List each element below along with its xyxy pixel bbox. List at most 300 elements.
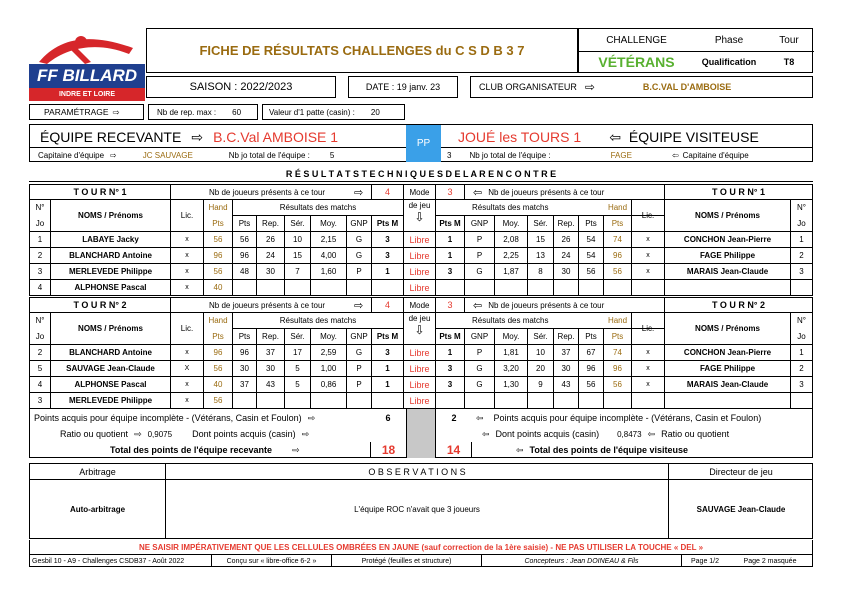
away-row-ptsm: 1 bbox=[436, 345, 465, 361]
params-label: PARAMÉTRAGE bbox=[44, 107, 109, 117]
patte-box bbox=[262, 104, 405, 120]
away-total-row bbox=[476, 442, 816, 458]
home-row-rep: 37 bbox=[257, 345, 285, 361]
home-row-pts: 56 bbox=[233, 232, 257, 248]
home-row-hand: 40 bbox=[204, 377, 233, 393]
away-present-label: Nb de joueurs présents à ce tour bbox=[488, 187, 605, 197]
arrow-left-icon: ⇦ bbox=[647, 428, 656, 439]
summary-divider bbox=[406, 409, 436, 458]
col-moy-header-away: Moy. bbox=[495, 216, 528, 232]
arrow-right-icon: ⇨ bbox=[112, 106, 120, 117]
away-row-gnp: P bbox=[465, 345, 495, 361]
home-row-hand: 40 bbox=[204, 280, 233, 296]
phase-label: Phase bbox=[714, 34, 744, 46]
col-no-header-away bbox=[791, 313, 813, 345]
home-row-hand: 96 bbox=[204, 345, 233, 361]
away-row-hand bbox=[604, 393, 632, 409]
home-row-mode: Libre bbox=[404, 377, 436, 393]
away-row-ser bbox=[528, 280, 554, 296]
away-row-lic bbox=[632, 280, 665, 296]
away-row-ptsm: 1 bbox=[436, 232, 465, 248]
away-team-label: ÉQUIPE VISITEUSE bbox=[628, 129, 759, 145]
home-row-gnp: G bbox=[347, 248, 372, 264]
mode-dejeu-label: de jeu bbox=[408, 314, 431, 323]
away-row-name: FAGE Philippe bbox=[665, 361, 791, 377]
col-ser-header: Sér. bbox=[285, 216, 311, 232]
home-row-mode: Libre bbox=[404, 393, 436, 409]
away-row-ptsm: 3 bbox=[436, 361, 465, 377]
col-moy-header: Moy. bbox=[311, 329, 347, 345]
home-row-pts: 30 bbox=[233, 361, 257, 377]
away-row-pts bbox=[579, 280, 604, 296]
col-lic-header-away: Lic. bbox=[632, 313, 665, 345]
home-total-points: 18 bbox=[370, 442, 406, 458]
home-row-gnp bbox=[347, 393, 372, 409]
col-pts-header: Pts bbox=[233, 216, 257, 232]
col-moy-header-away: Moy. bbox=[495, 329, 528, 345]
away-row-hand: 56 bbox=[604, 264, 632, 280]
col-hand-header-away bbox=[604, 200, 632, 232]
observations-label: O B S E R V A T I O N S bbox=[166, 464, 668, 480]
home-row-mode: Libre bbox=[404, 361, 436, 377]
home-row-mode: Libre bbox=[404, 248, 436, 264]
away-incomplete-value: 2 bbox=[451, 413, 457, 423]
col-results-away-label: Résultats des matchs bbox=[472, 316, 549, 325]
away-row-pts bbox=[579, 393, 604, 409]
away-row-lic: x bbox=[632, 377, 665, 393]
arrow-right-icon: ⇨ bbox=[134, 428, 142, 439]
home-row-ptsm: 3 bbox=[372, 248, 404, 264]
home-row-ser: 5 bbox=[285, 377, 311, 393]
away-row-hand: 74 bbox=[604, 232, 632, 248]
home-row-moy: 2,59 bbox=[311, 345, 347, 361]
col-pts-header: Pts bbox=[233, 329, 257, 345]
home-casin-label: Dont points acquis (casin) bbox=[192, 429, 296, 439]
away-row-moy: 1,81 bbox=[495, 345, 528, 361]
away-row-name bbox=[665, 393, 791, 409]
mode-header: Mode bbox=[404, 297, 436, 313]
away-row-rep: 30 bbox=[554, 361, 579, 377]
home-total-points-label: Total des points de l'équipe recevante bbox=[110, 445, 273, 455]
home-row-lic: X bbox=[171, 361, 204, 377]
credit-libreoffice: Conçu sur « libre-office 6-2 » bbox=[212, 555, 332, 567]
home-row-hand: 56 bbox=[204, 232, 233, 248]
col-lic-header-away: Lic. bbox=[632, 200, 665, 232]
home-row-pts: 96 bbox=[233, 248, 257, 264]
away-team-name: JOUÉ les TOURS 1 bbox=[458, 129, 582, 145]
home-row-ptsm: 1 bbox=[372, 377, 404, 393]
col-ser-header-away: Sér. bbox=[528, 329, 554, 345]
col-hand-header bbox=[204, 200, 233, 232]
rep-max-box bbox=[148, 104, 258, 120]
patte-label: Valeur d'1 patte (casin) : bbox=[269, 107, 355, 117]
away-total-label: Nb jo total de l'équipe : bbox=[469, 150, 551, 160]
away-row-lic: x bbox=[632, 345, 665, 361]
tour-value: T8 bbox=[764, 51, 814, 72]
results-title: R É S U L T A T S T E C H N I Q U E S D E L A R E N C O N T R E bbox=[29, 166, 813, 182]
tour-label-home: T O U R N° 1 bbox=[29, 184, 171, 200]
home-row-no: 1 bbox=[29, 232, 51, 248]
col-results-header: Résultats des matchs bbox=[233, 313, 404, 329]
credit-authors: Concepteurs : Jean DOINEAU & Fils bbox=[482, 555, 682, 567]
away-row-ser bbox=[528, 393, 554, 409]
arrow-right-icon: ⇨ bbox=[354, 300, 364, 312]
home-captain-row bbox=[30, 147, 406, 162]
col-no-header bbox=[29, 313, 51, 345]
arrow-down-icon: ⇩ bbox=[414, 210, 425, 224]
club-field bbox=[470, 76, 813, 98]
away-row-ser: 8 bbox=[528, 264, 554, 280]
home-row-moy bbox=[311, 393, 347, 409]
away-row-lic: x bbox=[632, 361, 665, 377]
col-no-label: N° bbox=[35, 203, 45, 213]
challenge-label: CHALLENGE bbox=[606, 34, 667, 46]
home-team-label: ÉQUIPE RECEVANTE bbox=[40, 129, 182, 145]
mode-dejeu-label: de jeu bbox=[408, 201, 431, 210]
away-row-rep: 30 bbox=[554, 264, 579, 280]
mode-header: Mode bbox=[404, 184, 436, 200]
home-row-rep: 30 bbox=[257, 264, 285, 280]
arrow-right-icon: ⇨ bbox=[191, 128, 204, 145]
col-no-label: N° bbox=[797, 203, 806, 213]
home-row-name: LABAYE Jacky bbox=[51, 232, 171, 248]
home-total-label: Nb jo total de l'équipe : bbox=[228, 150, 310, 160]
home-row-name: BLANCHARD Antoine bbox=[51, 345, 171, 361]
arrow-right-icon: ⇨ bbox=[292, 444, 300, 455]
col-no-label: N° bbox=[797, 316, 806, 326]
home-total-row bbox=[110, 442, 400, 458]
home-row-rep: 24 bbox=[257, 248, 285, 264]
away-row-no bbox=[791, 280, 813, 296]
home-row-no: 4 bbox=[29, 377, 51, 393]
tour-label-away: T O U R N° 2 bbox=[665, 297, 813, 313]
away-row-ptsm bbox=[436, 280, 465, 296]
club-label: CLUB ORGANISATEUR bbox=[479, 82, 577, 92]
col-lic-header: Lic. bbox=[171, 200, 204, 232]
away-row-no bbox=[791, 393, 813, 409]
away-row-lic: x bbox=[632, 264, 665, 280]
home-present-label: Nb de joueurs présents à ce tour bbox=[171, 297, 372, 313]
home-incomplete-value: 6 bbox=[385, 413, 391, 423]
params-label-box bbox=[29, 104, 144, 120]
home-row-lic: x bbox=[171, 232, 204, 248]
footer-block bbox=[29, 463, 813, 539]
away-row-hand: 56 bbox=[604, 377, 632, 393]
home-row-hand: 96 bbox=[204, 248, 233, 264]
home-row-ser: 5 bbox=[285, 361, 311, 377]
home-row-lic: x bbox=[171, 393, 204, 409]
home-row-ser bbox=[285, 280, 311, 296]
col-ser-header: Sér. bbox=[285, 329, 311, 345]
col-rep-header-away: Rep. bbox=[554, 216, 579, 232]
logo-region-text: INDRE ET LOIRE bbox=[58, 91, 115, 98]
away-row-pts: 56 bbox=[579, 377, 604, 393]
phase-value: Qualification bbox=[694, 51, 764, 72]
home-incomplete-label: Points acquis pour équipe incomplète - (Vétérans, Casin et Foulon) bbox=[34, 413, 302, 423]
mode-dejeu-header bbox=[404, 313, 436, 345]
home-row-ptsm: 1 bbox=[372, 361, 404, 377]
away-present-row bbox=[465, 184, 665, 200]
home-row-ser: 10 bbox=[285, 232, 311, 248]
away-row-pts: 67 bbox=[579, 345, 604, 361]
away-row-pts: 54 bbox=[579, 232, 604, 248]
home-row-moy: 4,00 bbox=[311, 248, 347, 264]
away-row-gnp: G bbox=[465, 377, 495, 393]
away-total-points: 14 bbox=[436, 442, 472, 458]
home-present-label: Nb de joueurs présents à ce tour bbox=[171, 184, 372, 200]
away-row-rep bbox=[554, 280, 579, 296]
away-row-name bbox=[665, 280, 791, 296]
home-row-no: 4 bbox=[29, 280, 51, 296]
away-row-name: CONCHON Jean-Pierre bbox=[665, 232, 791, 248]
col-hand-pts-label: Pts bbox=[212, 218, 224, 228]
away-row-hand: 96 bbox=[604, 361, 632, 377]
pp-badge: PP bbox=[406, 125, 441, 162]
away-row-ser: 9 bbox=[528, 377, 554, 393]
col-hand-header-away bbox=[604, 313, 632, 345]
logo-brand-text: FF BILLARD bbox=[36, 66, 138, 85]
home-row-no: 3 bbox=[29, 393, 51, 409]
home-present-value: 4 bbox=[372, 297, 404, 313]
away-row-rep: 26 bbox=[554, 232, 579, 248]
away-row-rep: 43 bbox=[554, 377, 579, 393]
away-row-moy: 2,25 bbox=[495, 248, 528, 264]
away-team-row bbox=[458, 127, 808, 147]
home-row-ptsm: 3 bbox=[372, 345, 404, 361]
home-row-rep: 30 bbox=[257, 361, 285, 377]
home-row-gnp: G bbox=[347, 232, 372, 248]
away-ratio-value: 0,8473 bbox=[617, 429, 642, 439]
home-row-mode: Libre bbox=[404, 280, 436, 296]
away-row-no: 1 bbox=[791, 232, 813, 248]
col-hand-pts-label: Pts bbox=[212, 331, 224, 341]
col-results-away-label: Résultats des matchs bbox=[472, 203, 549, 212]
page-number: Page 1/2 bbox=[690, 557, 720, 565]
date-field: DATE : 19 janv. 23 bbox=[348, 76, 458, 98]
away-row-ser: 15 bbox=[528, 232, 554, 248]
away-row-lic: x bbox=[632, 232, 665, 248]
arrow-left-icon: ⇦ bbox=[482, 428, 490, 439]
arrow-down-icon: ⇩ bbox=[414, 323, 425, 337]
away-present-value: 3 bbox=[436, 297, 465, 313]
directeur-value: SAUVAGE Jean-Claude bbox=[668, 480, 813, 539]
away-row-hand: 96 bbox=[604, 248, 632, 264]
away-row-ptsm: 1 bbox=[436, 248, 465, 264]
away-row-ptsm: 3 bbox=[436, 377, 465, 393]
col-ptsm-header: Pts M bbox=[372, 216, 404, 232]
home-row-mode: Libre bbox=[404, 232, 436, 248]
away-row-no: 1 bbox=[791, 345, 813, 361]
home-row-lic: x bbox=[171, 248, 204, 264]
col-hand-label: Hand bbox=[607, 203, 628, 213]
away-incomplete-row bbox=[476, 410, 816, 426]
col-gnp-header: GNP bbox=[347, 216, 372, 232]
col-jo-label: Jo bbox=[797, 218, 806, 228]
away-ratio-row bbox=[476, 426, 816, 442]
arrow-right-icon: ⇨ bbox=[110, 150, 117, 160]
home-row-ser bbox=[285, 393, 311, 409]
away-row-ptsm bbox=[436, 393, 465, 409]
home-row-name: MERLEVEDE Philippe bbox=[51, 264, 171, 280]
home-row-rep: 26 bbox=[257, 232, 285, 248]
home-row-lic: x bbox=[171, 377, 204, 393]
col-lic-header: Lic. bbox=[171, 313, 204, 345]
col-hand-header bbox=[204, 313, 233, 345]
home-row-ptsm bbox=[372, 280, 404, 296]
away-row-rep: 37 bbox=[554, 345, 579, 361]
home-row-no: 2 bbox=[29, 248, 51, 264]
away-captain-row bbox=[441, 147, 813, 162]
arrow-left-icon: ⇦ bbox=[473, 186, 483, 199]
home-row-lic: x bbox=[171, 345, 204, 361]
arrow-right-icon: ⇨ bbox=[354, 187, 364, 199]
col-hand-label: Hand bbox=[607, 316, 628, 326]
arrow-left-icon: ⇦ bbox=[671, 150, 679, 160]
col-gnp-header-away: GNP bbox=[465, 329, 495, 345]
away-row-gnp bbox=[465, 280, 495, 296]
away-row-lic bbox=[632, 393, 665, 409]
away-casin-label: Dont points acquis (casin) bbox=[495, 429, 600, 439]
home-row-moy bbox=[311, 280, 347, 296]
away-row-moy: 3,20 bbox=[495, 361, 528, 377]
page-hidden-note: Page 2 masquée bbox=[743, 557, 797, 565]
home-row-ptsm: 3 bbox=[372, 232, 404, 248]
col-ptsm-header-away: Pts M bbox=[436, 216, 465, 232]
away-row-pts: 54 bbox=[579, 248, 604, 264]
col-results-header: Résultats des matchs bbox=[233, 200, 404, 216]
home-row-ser: 7 bbox=[285, 264, 311, 280]
arrow-right-icon: ⇨ bbox=[301, 428, 310, 439]
club-value: B.C.VAL D'AMBOISE bbox=[642, 82, 732, 92]
away-captain-value: FAGE bbox=[610, 150, 632, 160]
col-ptsm-header: Pts M bbox=[372, 329, 404, 345]
home-row-hand: 56 bbox=[204, 264, 233, 280]
away-row-no: 3 bbox=[791, 377, 813, 393]
away-row-lic: x bbox=[632, 248, 665, 264]
away-incomplete-label: Points acquis pour équipe incomplète - (Vétérans, Casin et Foulon) bbox=[493, 413, 762, 423]
home-row-rep bbox=[257, 280, 285, 296]
col-moy-header: Moy. bbox=[311, 216, 347, 232]
arbitrage-value: Auto-arbitrage bbox=[30, 480, 166, 539]
tour-label-away: T O U R N° 1 bbox=[665, 184, 813, 200]
away-row-rep: 24 bbox=[554, 248, 579, 264]
away-row-gnp bbox=[465, 393, 495, 409]
away-row-pts: 96 bbox=[579, 361, 604, 377]
col-hand-label: Hand bbox=[208, 203, 228, 213]
col-rep-header: Rep. bbox=[257, 329, 285, 345]
home-row-moy: 1,00 bbox=[311, 361, 347, 377]
away-row-no: 3 bbox=[791, 264, 813, 280]
home-row-ptsm: 1 bbox=[372, 264, 404, 280]
home-row-gnp: G bbox=[347, 345, 372, 361]
col-no-header-away bbox=[791, 200, 813, 232]
patte-value: 20 bbox=[370, 107, 380, 117]
home-row-no: 5 bbox=[29, 361, 51, 377]
col-pts-header-away: Pts bbox=[579, 216, 604, 232]
credits-bar bbox=[29, 554, 813, 567]
away-row-name: MARAIS Jean-Claude bbox=[665, 377, 791, 393]
home-team-row bbox=[40, 127, 405, 147]
col-rep-header-away: Rep. bbox=[554, 329, 579, 345]
home-row-ptsm bbox=[372, 393, 404, 409]
away-row-gnp: P bbox=[465, 248, 495, 264]
home-row-pts bbox=[233, 393, 257, 409]
home-row-mode: Libre bbox=[404, 345, 436, 361]
away-row-name: MARAIS Jean-Claude bbox=[665, 264, 791, 280]
away-row-gnp: P bbox=[465, 232, 495, 248]
home-row-mode: Libre bbox=[404, 264, 436, 280]
page-title: FICHE DE RÉSULTATS CHALLENGES du C S D B 3 7 bbox=[146, 28, 578, 73]
away-row-pts: 56 bbox=[579, 264, 604, 280]
home-row-pts bbox=[233, 280, 257, 296]
home-row-name: BLANCHARD Antoine bbox=[51, 248, 171, 264]
home-row-pts: 96 bbox=[233, 345, 257, 361]
away-row-no: 2 bbox=[791, 248, 813, 264]
credit-version: Gesbil 10 - A9 - Challenges CSDB37 - Août 2022 bbox=[32, 555, 212, 567]
col-no-label: N° bbox=[35, 316, 45, 326]
away-row-ser: 13 bbox=[528, 248, 554, 264]
away-row-moy bbox=[495, 280, 528, 296]
away-row-moy: 2,08 bbox=[495, 232, 528, 248]
observations-value: L'équipe ROC n'avait que 3 joueurs bbox=[354, 505, 480, 514]
home-row-name: MERLEVEDE Philippe bbox=[51, 393, 171, 409]
away-row-no: 2 bbox=[791, 361, 813, 377]
home-row-name: SAUVAGE Jean-Claude bbox=[51, 361, 171, 377]
home-row-hand: 56 bbox=[204, 361, 233, 377]
rep-max-value: 60 bbox=[232, 107, 242, 117]
away-present-row bbox=[465, 297, 665, 313]
home-row-hand: 56 bbox=[204, 393, 233, 409]
away-row-gnp: G bbox=[465, 361, 495, 377]
away-row-ser: 10 bbox=[528, 345, 554, 361]
season-field: SAISON : 2022/2023 bbox=[146, 76, 336, 98]
home-captain-value: JC SAUVAGE bbox=[142, 150, 193, 160]
arbitrage-label: Arbitrage bbox=[30, 464, 166, 480]
arrow-left-icon: ⇦ bbox=[476, 412, 484, 423]
home-row-lic: x bbox=[171, 264, 204, 280]
home-row-gnp: P bbox=[347, 377, 372, 393]
col-jo-label: Jo bbox=[35, 218, 45, 228]
home-ratio-label: Ratio ou quotient bbox=[60, 429, 129, 439]
home-row-pts: 37 bbox=[233, 377, 257, 393]
teams-banner bbox=[29, 124, 813, 162]
credit-protection: Protégé (feuilles et structure) bbox=[332, 555, 482, 567]
col-names-header-away: NOMS / Prénoms bbox=[665, 200, 791, 232]
home-row-no: 2 bbox=[29, 345, 51, 361]
home-team-name: B.C.Val AMBOISE 1 bbox=[213, 129, 339, 145]
col-jo-label: Jo bbox=[35, 331, 45, 341]
directeur-label: Directeur de jeu bbox=[668, 464, 813, 480]
away-row-moy: 1,87 bbox=[495, 264, 528, 280]
away-captain-label: Capitaine d'équipe bbox=[682, 150, 749, 160]
col-gnp-header-away: GNP bbox=[465, 216, 495, 232]
away-row-name: FAGE Philippe bbox=[665, 248, 791, 264]
away-total-value: 3 bbox=[447, 150, 452, 160]
home-row-pts: 48 bbox=[233, 264, 257, 280]
summary-block bbox=[29, 408, 813, 458]
arrow-left-icon: ⇦ bbox=[609, 128, 621, 145]
col-names-header-away: NOMS / Prénoms bbox=[665, 313, 791, 345]
logo-frame bbox=[29, 28, 145, 101]
home-ratio-row bbox=[60, 426, 400, 442]
col-no-header bbox=[29, 200, 51, 232]
warning-text: NE SAISIR IMPÉRATIVEMENT QUE LES CELLULES OMBRÉES EN JAUNE (sauf correction de la 1ère saisie) - NE PAS UTILISER LA TOUCHE « DEL » bbox=[29, 540, 813, 554]
home-row-rep bbox=[257, 393, 285, 409]
home-row-moy: 1,60 bbox=[311, 264, 347, 280]
home-present-value: 4 bbox=[372, 184, 404, 200]
col-pts-header-away: Pts bbox=[579, 329, 604, 345]
away-row-hand: 74 bbox=[604, 345, 632, 361]
